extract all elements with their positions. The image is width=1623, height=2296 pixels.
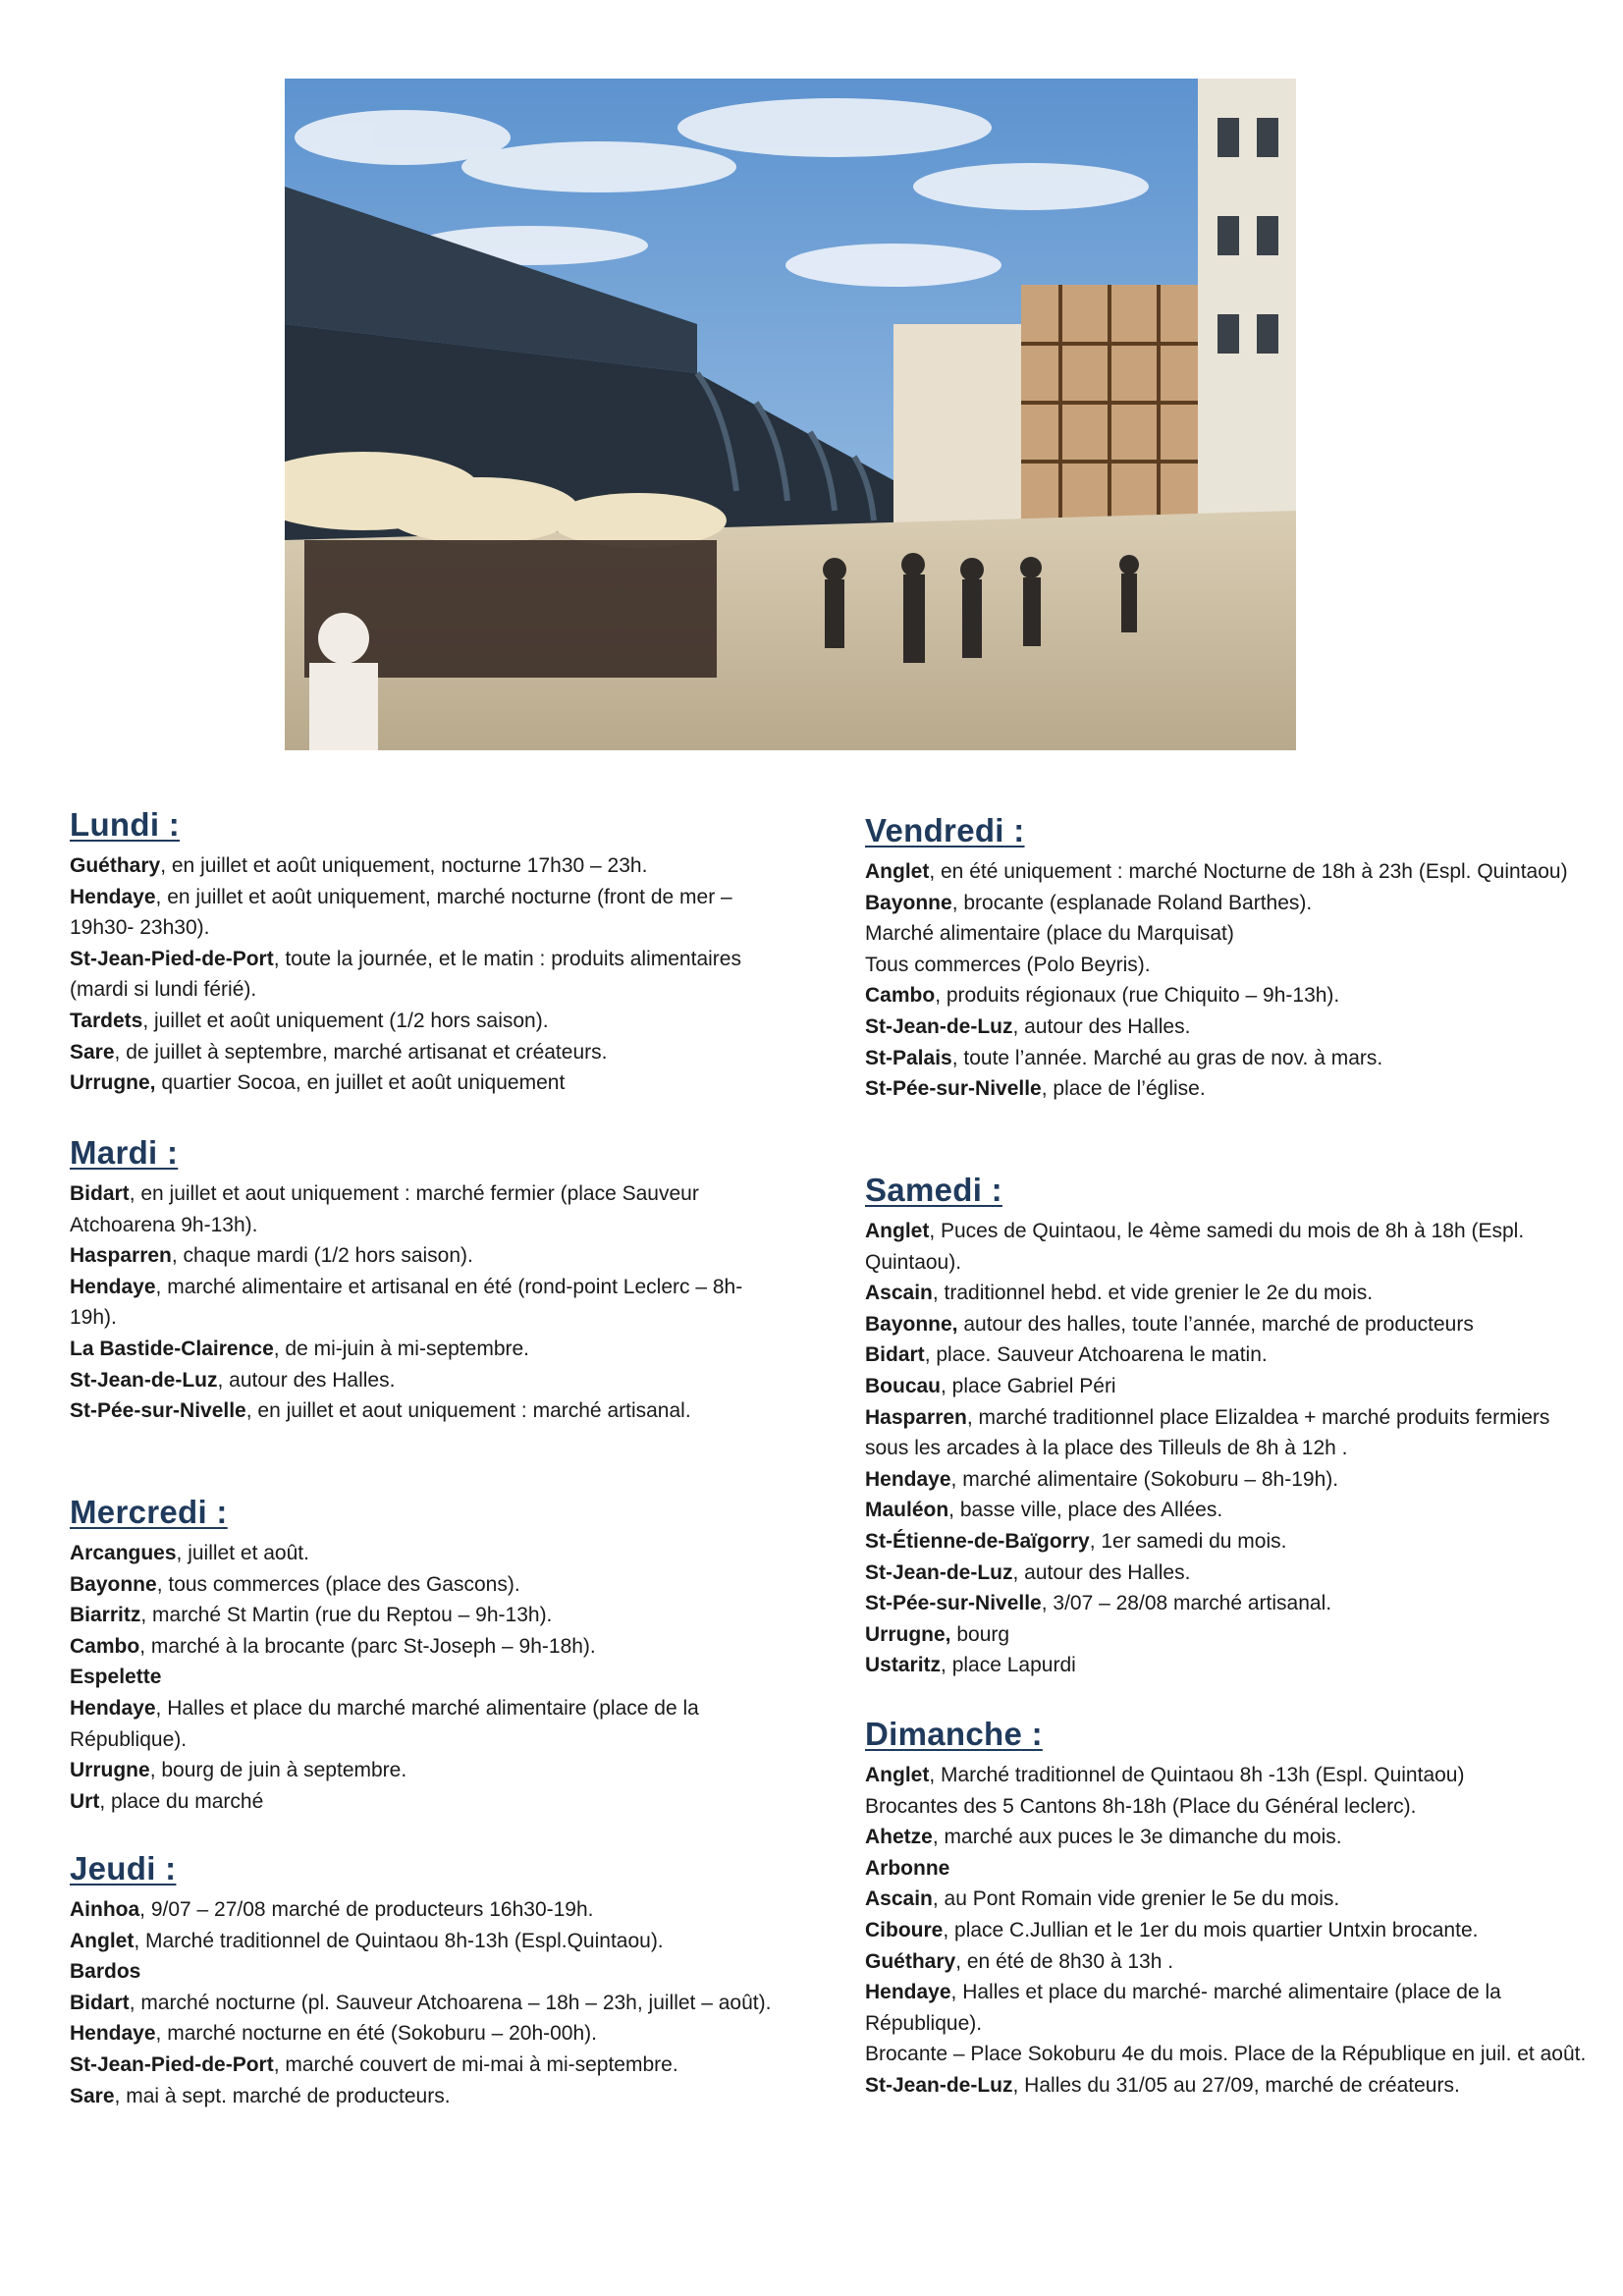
market-entry [70, 1006, 777, 1037]
market-details: , chaque mardi (1/2 hors saison). [171, 1244, 473, 1268]
town-name: St-Pée-sur-Nivelle [865, 1592, 1042, 1615]
market-photo [285, 79, 1296, 750]
town-name: Anglet [865, 860, 930, 883]
day-section-mardi [70, 1133, 777, 1427]
town-name: La Bastide-Clairence [70, 1337, 274, 1360]
market-details: , en juillet et août uniquement, marché nocturne (front de mer – 19h30- 23h30). [70, 885, 732, 940]
market-entry [865, 1495, 1592, 1526]
market-entry [70, 2050, 777, 2081]
market-details: , autour des Halles. [217, 1368, 396, 1392]
market-entry [70, 1569, 777, 1601]
market-details: Marché alimentaire (place du Marquisat) [865, 922, 1234, 946]
market-entry [865, 1946, 1592, 1978]
market-details: , au Pont Romain vide grenier le 5e du mois. [932, 1887, 1340, 1911]
town-name: St-Étienne-de-Baïgorry [865, 1529, 1090, 1553]
market-entry [70, 1631, 777, 1663]
day-items [70, 1178, 777, 1427]
town-name: Bidart [865, 1343, 925, 1367]
market-hall-illustration [285, 79, 1296, 750]
market-entry [865, 1884, 1592, 1915]
market-entry [70, 1956, 777, 1988]
day-heading: Vendredi : [865, 812, 1025, 848]
market-details: , juillet et août uniquement (1/2 hors saison). [142, 1009, 549, 1032]
market-entry [70, 944, 777, 1006]
town-name: St-Jean-de-Luz [865, 2073, 1013, 2097]
day-items [865, 1216, 1592, 1681]
market-entry [70, 1538, 777, 1569]
town-name: Hendaye [865, 1981, 951, 2004]
market-details: , Marché traditionnel de Quintaou 8h -13h (Espl. Quintaou) [929, 1764, 1465, 1786]
day-section-jeudi [70, 1849, 777, 2111]
market-entry [865, 1650, 1592, 1681]
day-heading: Lundi : [70, 806, 181, 843]
market-entry [865, 918, 1592, 950]
town-name: St-Jean-Pied-de-Port [70, 2052, 274, 2076]
town-name: St-Palais [865, 1046, 952, 1069]
market-details: Brocantes des 5 Cantons 8h-18h (Place du Général leclerc). [865, 1794, 1417, 1818]
market-details: , tous commerces (place des Gascons). [156, 1572, 520, 1596]
market-entry [865, 1588, 1592, 1619]
market-entry [70, 1755, 777, 1786]
town-name: Guéthary [865, 1949, 956, 1973]
market-entry [70, 1178, 777, 1240]
town-name: Bayonne [70, 1572, 157, 1596]
market-entry [70, 1693, 777, 1755]
market-details: , place Gabriel Péri [941, 1374, 1116, 1397]
market-entry [70, 882, 777, 944]
market-entry [70, 2018, 777, 2050]
market-details: , marché couvert de mi-mai à mi-septembre. [273, 2052, 678, 2076]
market-entry [70, 1926, 777, 1957]
town-name: Ainhoa [70, 1898, 140, 1921]
market-details: , place C.Jullian et le 1er du mois quartier Untxin brocante. [943, 1918, 1479, 1941]
town-name: St-Jean-de-Luz [865, 1014, 1013, 1038]
town-name: Hendaye [865, 1467, 951, 1491]
market-details: , de juillet à septembre, marché artisanat et créateurs. [114, 1040, 608, 1064]
town-name: Cambo [865, 984, 936, 1008]
town-name: Ascain [865, 1282, 933, 1305]
market-entry [865, 1278, 1592, 1309]
market-details: , de mi-juin à mi-septembre. [273, 1337, 530, 1360]
town-name: Sare [70, 1040, 115, 1064]
market-details: , bourg de juin à septembre. [149, 1759, 407, 1782]
market-entry [865, 1464, 1592, 1496]
day-heading: Mercredi : [70, 1494, 228, 1530]
market-entry [70, 1395, 777, 1427]
market-entry [70, 1272, 777, 1334]
day-items [70, 1894, 777, 2111]
town-name: St-Pée-sur-Nivelle [865, 1077, 1042, 1101]
market-details: bourg [950, 1622, 1010, 1646]
market-details: quartier Socoa, en juillet et août uniquement [155, 1071, 566, 1095]
town-name: St-Jean-Pied-de-Port [70, 947, 274, 970]
town-name: Bidart [70, 1182, 130, 1205]
market-entry [865, 2070, 1592, 2102]
town-name: Ustaritz [865, 1654, 942, 1677]
town-name: Arcangues [70, 1542, 177, 1564]
market-details: , marché aux puces le 3e dimanche du mois. [932, 1826, 1342, 1849]
market-details: , 1er samedi du mois. [1089, 1529, 1287, 1553]
market-entry [70, 1662, 777, 1693]
town-name: Hendaye [70, 1696, 156, 1720]
market-entry [70, 1894, 777, 1926]
town-name: Arbonne [865, 1856, 950, 1880]
town-name: Ciboure [865, 1918, 944, 1941]
day-heading: Jeudi : [70, 1850, 177, 1886]
town-name: Mauléon [865, 1499, 949, 1522]
market-details: , produits régionaux (rue Chiquito – 9h-13h). [935, 984, 1340, 1008]
market-details: , Halles du 31/05 au 27/09, marché de créateurs. [1012, 2073, 1460, 2097]
market-details: , Halles et place du marché marché alimentaire (place de la République). [70, 1696, 699, 1751]
market-entry [865, 1043, 1592, 1074]
market-details: , autour des Halles. [1012, 1560, 1191, 1584]
market-details: , en juillet et août uniquement, nocturne 17h30 – 23h. [160, 854, 648, 877]
market-details: , 3/07 – 28/08 marché artisanal. [1041, 1592, 1332, 1615]
town-name: Bayonne, [865, 1312, 958, 1336]
town-name: Espelette [70, 1666, 162, 1689]
market-details: , marché à la brocante (parc St-Joseph – 9h-18h). [139, 1634, 596, 1658]
town-name: Biarritz [70, 1604, 141, 1627]
market-details: , en été de 8h30 à 13h . [955, 1949, 1174, 1973]
day-section-lundi [70, 805, 777, 1099]
market-details: , place de l’église. [1041, 1077, 1206, 1101]
market-entry [865, 1915, 1592, 1946]
town-name: Anglet [865, 1220, 930, 1242]
market-entry [865, 888, 1592, 919]
town-name: Urrugne, [865, 1622, 951, 1646]
market-entry [70, 1988, 777, 2019]
market-details: , place du marché [99, 1789, 264, 1813]
town-name: Bardos [70, 1960, 141, 1984]
market-details: , Puces de Quintaou, le 4ème samedi du mois de 8h à 18h (Espl. Quintaou). [865, 1220, 1525, 1274]
market-entry [865, 1526, 1592, 1558]
town-name: Bayonne [865, 891, 952, 914]
market-entry [70, 850, 777, 882]
day-items [70, 1538, 777, 1817]
town-name: Tardets [70, 1009, 143, 1032]
town-name: Hendaye [70, 1275, 156, 1298]
market-details: , basse ville, place des Allées. [948, 1499, 1223, 1522]
market-entry [70, 1067, 777, 1099]
market-entry [865, 1073, 1592, 1105]
day-section-dimanche [865, 1715, 1592, 2102]
market-entry [70, 1334, 777, 1365]
market-details: , marché nocturne (pl. Sauveur Atchoarena – 18h – 23h, juillet – août). [129, 1991, 772, 2014]
market-entry [865, 1402, 1592, 1464]
day-section-vendredi [865, 811, 1592, 1105]
town-name: St-Jean-de-Luz [865, 1560, 1013, 1584]
day-heading: Dimanche : [865, 1716, 1043, 1752]
town-name: Boucau [865, 1374, 942, 1397]
town-name: St-Jean-de-Luz [70, 1368, 218, 1392]
town-name: Urrugne [70, 1759, 150, 1782]
market-details: , place. Sauveur Atchoarena le matin. [924, 1343, 1268, 1367]
day-section-mercredi [70, 1493, 777, 1817]
market-details: , Halles et place du marché- marché alimentaire (place de la République). [865, 1981, 1501, 2035]
market-details: autour des halles, toute l’année, marché de producteurs [957, 1312, 1474, 1336]
town-name: Hasparren [865, 1405, 967, 1429]
market-details: , toute l’année. Marché au gras de nov. à mars. [951, 1046, 1383, 1069]
day-items [865, 1760, 1592, 2102]
market-details: , toute la journée, et le matin : produits alimentaires (mardi si lundi férié). [70, 947, 741, 1002]
market-entry [865, 1371, 1592, 1402]
town-name: Guéthary [70, 854, 161, 877]
market-entry [865, 1791, 1592, 1823]
market-details: , marché alimentaire (Sokoburu – 8h-19h). [950, 1467, 1339, 1491]
market-entry [865, 1216, 1592, 1278]
market-entry [865, 1853, 1592, 1885]
market-details: , marché St Martin (rue du Reptou – 9h-13h). [140, 1604, 553, 1627]
market-entry [70, 1365, 777, 1396]
market-entry [865, 1558, 1592, 1589]
market-entry [865, 1011, 1592, 1043]
town-name: Hendaye [70, 2022, 156, 2046]
market-details: , marché traditionnel place Elizaldea + marché produits fermiers sous les arcades à la place des Tilleuls de 8h à 12h . [865, 1405, 1550, 1460]
market-entry [865, 856, 1592, 888]
market-details: , autour des Halles. [1012, 1014, 1191, 1038]
market-details: , traditionnel hebd. et vide grenier le 2e du mois. [932, 1282, 1374, 1305]
market-details: , Marché traditionnel de Quintaou 8h-13h (Espl.Quintaou). [134, 1929, 664, 1952]
town-name: Ascain [865, 1887, 933, 1911]
market-details: Brocante – Place Sokoburu 4e du mois. Place de la République en juil. et août. [865, 2043, 1587, 2066]
town-name: Urrugne, [70, 1071, 156, 1095]
market-details: Tous commerces (Polo Beyris). [865, 953, 1151, 976]
market-entry [70, 1600, 777, 1631]
market-details: , juillet et août. [176, 1542, 309, 1564]
town-name: Anglet [70, 1929, 135, 1952]
market-entry [70, 1240, 777, 1272]
town-name: Hasparren [70, 1244, 172, 1268]
day-items [70, 850, 777, 1099]
town-name: St-Pée-sur-Nivelle [70, 1399, 246, 1423]
market-details: , marché nocturne en été (Sokoburu – 20h-00h). [155, 2022, 597, 2046]
town-name: Anglet [865, 1764, 930, 1786]
town-name: Hendaye [70, 885, 156, 908]
market-entry [865, 980, 1592, 1011]
day-heading: Mardi : [70, 1134, 179, 1171]
town-name: Urt [70, 1789, 100, 1813]
market-entry [865, 1977, 1592, 2039]
market-entry [865, 2039, 1592, 2070]
market-entry [865, 1309, 1592, 1340]
day-heading: Samedi : [865, 1172, 1002, 1208]
town-name: Sare [70, 2084, 115, 2107]
market-entry [865, 950, 1592, 981]
market-entry [865, 1339, 1592, 1371]
market-entry [865, 1822, 1592, 1853]
day-items [865, 856, 1592, 1105]
market-details: , en juillet et aout uniquement : marché artisanal. [245, 1399, 691, 1423]
market-entry [70, 1786, 777, 1818]
market-details: , brocante (esplanade Roland Barthes). [951, 891, 1313, 914]
market-details: , marché alimentaire et artisanal en été (rond-point Leclerc – 8h-19h). [70, 1275, 743, 1330]
town-name: Ahetze [865, 1826, 933, 1849]
market-details: , 9/07 – 27/08 marché de producteurs 16h30-19h. [139, 1898, 594, 1921]
town-name: Cambo [70, 1634, 140, 1658]
market-details: , mai à sept. marché de producteurs. [114, 2084, 451, 2107]
market-entry [70, 1037, 777, 1068]
market-details: , en juillet et aout uniquement : marché fermier (place Sauveur Atchoarena 9h-13h). [70, 1182, 699, 1236]
market-details: , en été uniquement : marché Nocturne de 18h à 23h (Espl. Quintaou) [929, 860, 1568, 883]
market-entry [865, 1760, 1592, 1791]
market-entry [865, 1619, 1592, 1651]
town-name: Bidart [70, 1991, 130, 2014]
market-entry [70, 2081, 777, 2112]
market-details: , place Lapurdi [941, 1654, 1076, 1677]
day-section-samedi [865, 1171, 1592, 1681]
